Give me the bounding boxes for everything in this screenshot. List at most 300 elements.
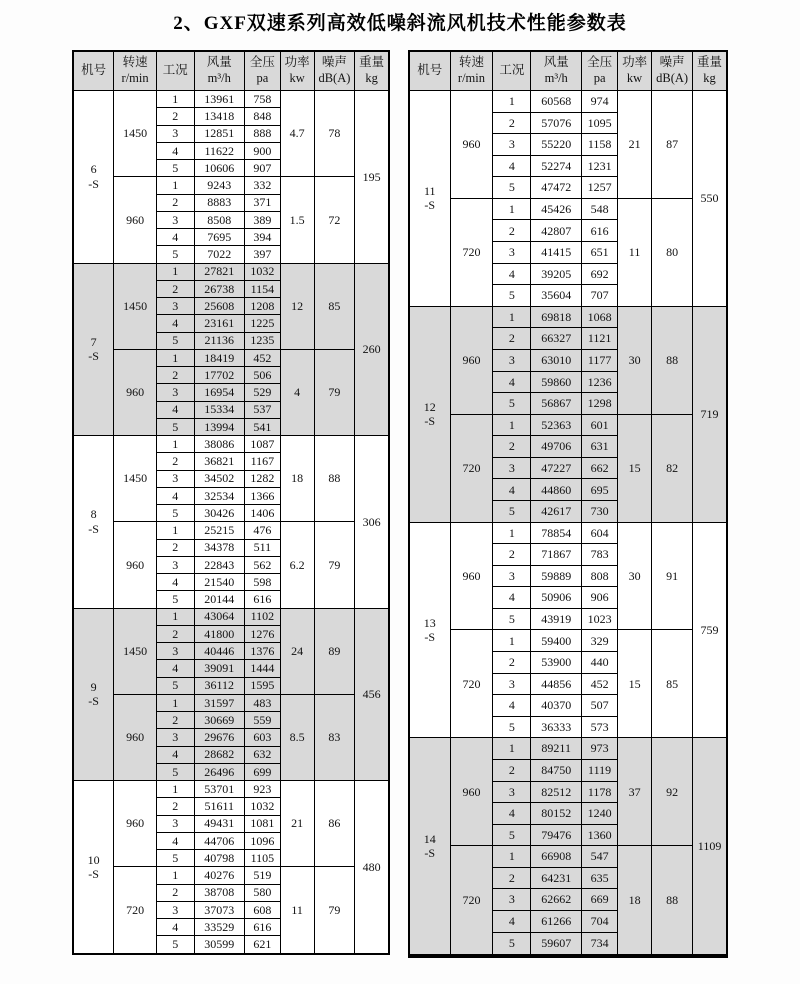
power-cell: 15 [618,414,652,522]
condition-cell: 1 [156,349,194,366]
pressure-cell: 329 [582,630,618,652]
rpm-cell: 960 [450,91,493,199]
model-cell: 12 -S [409,306,450,522]
header-cell: 工况 [493,51,531,91]
pressure-cell: 1366 [245,487,281,504]
flow-cell: 13418 [194,108,245,125]
pressure-cell: 651 [582,242,618,264]
flow-cell: 49706 [531,436,582,458]
noise-cell: 86 [314,781,355,867]
flow-cell: 22843 [194,556,245,573]
header-cell: 功率 kw [280,51,314,91]
condition-cell: 1 [493,414,531,436]
model-cell: 6 -S [73,91,114,264]
flow-cell: 59400 [531,630,582,652]
condition-cell: 5 [156,763,194,780]
condition-cell: 4 [156,832,194,849]
pressure-cell: 506 [245,367,281,384]
noise-cell: 89 [314,608,355,694]
noise-cell: 80 [652,198,693,306]
rpm-cell: 720 [450,630,493,738]
pressure-cell: 1225 [245,315,281,332]
flow-cell: 66908 [531,846,582,868]
pressure-cell: 900 [245,142,281,159]
condition-cell: 3 [156,729,194,746]
flow-cell: 62662 [531,889,582,911]
power-cell: 30 [618,522,652,630]
rpm-cell: 1450 [114,91,157,177]
pressure-cell: 452 [245,349,281,366]
flow-cell: 12851 [194,125,245,142]
condition-cell: 1 [156,694,194,711]
condition-cell: 1 [156,522,194,539]
table-row [409,630,727,652]
flow-cell: 51611 [194,798,245,815]
pressure-cell: 397 [245,246,281,263]
flow-cell: 39205 [531,263,582,285]
table-row [409,846,727,868]
condition-cell: 4 [156,487,194,504]
flow-cell: 42617 [531,500,582,522]
pressure-cell: 631 [582,436,618,458]
header-cell: 工况 [156,51,194,91]
flow-cell: 30426 [194,505,245,522]
condition-cell: 1 [493,91,531,113]
flow-cell: 59860 [531,371,582,393]
noise-cell: 79 [314,867,355,954]
flow-cell: 40370 [531,695,582,717]
pressure-cell: 394 [245,229,281,246]
power-cell: 18 [280,436,314,522]
flow-cell: 34502 [194,470,245,487]
pressure-cell: 440 [582,652,618,674]
flow-cell: 28682 [194,746,245,763]
table-row [409,91,727,113]
pressure-cell: 635 [582,867,618,889]
flow-cell: 40446 [194,643,245,660]
condition-cell: 5 [493,177,531,199]
pressure-cell: 616 [582,220,618,242]
table-row [409,414,727,436]
condition-cell: 2 [493,220,531,242]
weight-cell: 456 [355,608,389,781]
noise-cell: 83 [314,694,355,780]
condition-cell: 1 [493,522,531,544]
flow-cell: 41415 [531,242,582,264]
condition-cell: 3 [156,815,194,832]
pressure-cell: 1095 [582,112,618,134]
flow-cell: 49431 [194,815,245,832]
flow-cell: 18419 [194,349,245,366]
model-cell: 11 -S [409,91,450,307]
condition-cell: 2 [156,367,194,384]
flow-cell: 26738 [194,280,245,297]
pressure-cell: 621 [245,936,281,954]
condition-cell: 5 [156,591,194,608]
table-row [73,177,389,194]
flow-cell: 26496 [194,763,245,780]
condition-cell: 5 [156,505,194,522]
condition-cell: 2 [156,280,194,297]
flow-cell: 8508 [194,211,245,228]
flow-cell: 60568 [531,91,582,113]
condition-cell: 4 [493,910,531,932]
pressure-cell: 707 [582,285,618,307]
condition-cell: 2 [156,539,194,556]
table-row [73,263,389,280]
pressure-cell: 734 [582,932,618,956]
flow-cell: 50906 [531,587,582,609]
flow-cell: 40276 [194,867,245,884]
pressure-cell: 1032 [245,263,281,280]
condition-cell: 4 [493,155,531,177]
flow-cell: 71867 [531,544,582,566]
model-cell: 8 -S [73,436,114,609]
condition-cell: 2 [156,108,194,125]
pressure-cell: 1158 [582,134,618,156]
condition-cell: 3 [156,384,194,401]
condition-cell: 4 [493,695,531,717]
table-row [73,91,389,108]
pressure-cell: 1119 [582,759,618,781]
flow-cell: 34378 [194,539,245,556]
flow-cell: 84750 [531,759,582,781]
power-cell: 12 [280,263,314,349]
pressure-cell: 573 [582,716,618,738]
pressure-cell: 695 [582,479,618,501]
condition-cell: 5 [156,160,194,177]
condition-cell: 4 [156,574,194,591]
condition-cell: 1 [493,738,531,760]
pressure-cell: 1235 [245,332,281,349]
flow-cell: 43919 [531,608,582,630]
table-row [409,198,727,220]
rpm-cell: 960 [114,694,157,780]
pressure-cell: 507 [582,695,618,717]
flow-cell: 25608 [194,298,245,315]
pressure-cell: 1032 [245,798,281,815]
condition-cell: 5 [493,932,531,956]
pressure-cell: 1444 [245,660,281,677]
flow-cell: 37073 [194,901,245,918]
pressure-cell: 1406 [245,505,281,522]
flow-cell: 10606 [194,160,245,177]
flow-cell: 56867 [531,393,582,415]
pressure-cell: 783 [582,544,618,566]
condition-cell: 3 [493,242,531,264]
pressure-cell: 1102 [245,608,281,625]
header-row [409,51,727,91]
flow-cell: 20144 [194,591,245,608]
weight-cell: 480 [355,781,389,955]
condition-cell: 3 [493,134,531,156]
pressure-cell: 1178 [582,781,618,803]
pressure-cell: 541 [245,418,281,435]
condition-cell: 1 [493,198,531,220]
flow-cell: 79476 [531,824,582,846]
power-cell: 30 [618,306,652,414]
flow-cell: 25215 [194,522,245,539]
pressure-cell: 907 [245,160,281,177]
noise-cell: 88 [652,846,693,956]
flow-cell: 69818 [531,306,582,328]
flow-cell: 47472 [531,177,582,199]
condition-cell: 4 [156,746,194,763]
header-cell: 噪声 dB(A) [652,51,693,91]
flow-cell: 80152 [531,803,582,825]
condition-cell: 3 [493,565,531,587]
condition-cell: 3 [493,889,531,911]
noise-cell: 88 [314,436,355,522]
header-cell: 机号 [409,51,450,91]
pressure-cell: 669 [582,889,618,911]
noise-cell: 79 [314,522,355,608]
spec-table-left [72,50,390,955]
flow-cell: 66327 [531,328,582,350]
pressure-cell: 632 [245,746,281,763]
pressure-cell: 1282 [245,470,281,487]
condition-cell: 5 [156,936,194,954]
pressure-cell: 580 [245,884,281,901]
noise-cell: 72 [314,177,355,263]
pressure-cell: 598 [245,574,281,591]
table-row [409,738,727,760]
condition-cell: 4 [493,479,531,501]
pressure-cell: 1276 [245,625,281,642]
flow-cell: 38708 [194,884,245,901]
flow-cell: 82512 [531,781,582,803]
noise-cell: 79 [314,349,355,435]
power-cell: 37 [618,738,652,846]
model-cell: 9 -S [73,608,114,781]
condition-cell: 3 [493,781,531,803]
pressure-cell: 616 [245,591,281,608]
condition-cell: 4 [156,229,194,246]
flow-cell: 39091 [194,660,245,677]
pressure-cell: 476 [245,522,281,539]
power-cell: 11 [618,198,652,306]
condition-cell: 3 [493,673,531,695]
header-cell: 机号 [73,51,114,91]
pressure-cell: 888 [245,125,281,142]
weight-cell: 550 [693,91,727,307]
flow-cell: 27821 [194,263,245,280]
power-cell: 21 [280,781,314,867]
power-cell: 8.5 [280,694,314,780]
table-row [73,608,389,625]
condition-cell: 5 [493,608,531,630]
pressure-cell: 1167 [245,453,281,470]
weight-cell: 719 [693,306,727,522]
table-row [73,867,389,884]
weight-cell: 306 [355,436,389,609]
table-row [73,522,389,539]
pressure-cell: 452 [582,673,618,695]
page-title: 2、GXF双速系列高效低噪斜流风机技术性能参数表 [173,13,627,34]
rpm-cell: 960 [450,522,493,630]
pressure-cell: 1177 [582,349,618,371]
condition-cell: 5 [493,285,531,307]
condition-cell: 5 [156,246,194,263]
noise-cell: 92 [652,738,693,846]
condition-cell: 2 [493,652,531,674]
pressure-cell: 1240 [582,803,618,825]
power-cell: 6.2 [280,522,314,608]
rpm-cell: 960 [450,738,493,846]
pressure-cell: 603 [245,729,281,746]
flow-cell: 21136 [194,332,245,349]
power-cell: 1.5 [280,177,314,263]
condition-cell: 4 [493,587,531,609]
flow-cell: 57076 [531,112,582,134]
condition-cell: 3 [156,901,194,918]
flow-cell: 36821 [194,453,245,470]
flow-cell: 52274 [531,155,582,177]
noise-cell: 78 [314,91,355,177]
pressure-cell: 1257 [582,177,618,199]
header-cell: 重量 kg [355,51,389,91]
header-cell: 风量 m³/h [194,51,245,91]
header-cell: 全压 pa [582,51,618,91]
flow-cell: 30669 [194,712,245,729]
flow-cell: 36112 [194,677,245,694]
condition-cell: 2 [156,884,194,901]
condition-cell: 2 [156,712,194,729]
condition-cell: 1 [156,867,194,884]
pressure-cell: 1081 [245,815,281,832]
header-cell: 全压 pa [245,51,281,91]
power-cell: 11 [280,867,314,954]
pressure-cell: 1087 [245,436,281,453]
table-row [409,306,727,328]
rpm-cell: 720 [450,198,493,306]
pressure-cell: 1236 [582,371,618,393]
condition-cell: 4 [156,660,194,677]
flow-cell: 40798 [194,850,245,867]
flow-cell: 30599 [194,936,245,954]
condition-cell: 3 [156,556,194,573]
rpm-cell: 720 [114,867,157,954]
condition-cell: 3 [493,349,531,371]
condition-cell: 3 [156,470,194,487]
condition-cell: 3 [156,643,194,660]
noise-cell: 87 [652,91,693,199]
condition-cell: 1 [493,306,531,328]
condition-cell: 2 [156,798,194,815]
power-cell: 4.7 [280,91,314,177]
flow-cell: 32534 [194,487,245,504]
flow-cell: 43064 [194,608,245,625]
flow-cell: 16954 [194,384,245,401]
flow-cell: 44706 [194,832,245,849]
condition-cell: 5 [493,500,531,522]
condition-cell: 2 [156,453,194,470]
flow-cell: 21540 [194,574,245,591]
condition-cell: 4 [156,315,194,332]
flow-cell: 7695 [194,229,245,246]
rpm-cell: 960 [114,781,157,867]
noise-cell: 82 [652,414,693,522]
pressure-cell: 906 [582,587,618,609]
condition-cell: 1 [156,263,194,280]
pressure-cell: 371 [245,194,281,211]
header-cell: 转速 r/min [450,51,493,91]
table-row [409,522,727,544]
rpm-cell: 960 [114,177,157,263]
power-cell: 18 [618,846,652,956]
flow-cell: 31597 [194,694,245,711]
pressure-cell: 1096 [245,832,281,849]
weight-cell: 759 [693,522,727,738]
pressure-cell: 548 [582,198,618,220]
weight-cell: 260 [355,263,389,436]
pressure-cell: 562 [245,556,281,573]
noise-cell: 91 [652,522,693,630]
rpm-cell: 960 [450,306,493,414]
flow-cell: 8883 [194,194,245,211]
condition-cell: 1 [156,91,194,108]
flow-cell: 89211 [531,738,582,760]
condition-cell: 2 [493,112,531,134]
pressure-cell: 604 [582,522,618,544]
condition-cell: 3 [156,125,194,142]
condition-cell: 2 [493,328,531,350]
pressure-cell: 1121 [582,328,618,350]
rpm-cell: 960 [114,349,157,435]
pressure-cell: 332 [245,177,281,194]
condition-cell: 3 [156,298,194,315]
condition-cell: 2 [493,436,531,458]
pressure-cell: 704 [582,910,618,932]
condition-cell: 4 [493,263,531,285]
condition-cell: 1 [156,781,194,798]
weight-cell: 195 [355,91,389,264]
flow-cell: 59607 [531,932,582,956]
pressure-cell: 808 [582,565,618,587]
flow-cell: 7022 [194,246,245,263]
flow-cell: 52363 [531,414,582,436]
pressure-cell: 973 [582,738,618,760]
pressure-cell: 529 [245,384,281,401]
flow-cell: 13994 [194,418,245,435]
condition-cell: 1 [156,436,194,453]
flow-cell: 63010 [531,349,582,371]
header-cell: 重量 kg [693,51,727,91]
flow-cell: 13961 [194,91,245,108]
flow-cell: 53701 [194,781,245,798]
flow-cell: 55220 [531,134,582,156]
flow-cell: 64231 [531,867,582,889]
condition-cell: 2 [156,194,194,211]
pressure-cell: 1208 [245,298,281,315]
condition-cell: 1 [493,630,531,652]
flow-cell: 29676 [194,729,245,746]
noise-cell: 85 [314,263,355,349]
pressure-cell: 537 [245,401,281,418]
condition-cell: 2 [493,867,531,889]
flow-cell: 38086 [194,436,245,453]
power-cell: 24 [280,608,314,694]
pressure-cell: 1105 [245,850,281,867]
header-row [73,51,389,91]
rpm-cell: 960 [114,522,157,608]
power-cell: 21 [618,91,652,199]
pressure-cell: 1595 [245,677,281,694]
table-row [73,349,389,366]
condition-cell: 5 [156,850,194,867]
condition-cell: 5 [156,677,194,694]
model-cell: 7 -S [73,263,114,436]
